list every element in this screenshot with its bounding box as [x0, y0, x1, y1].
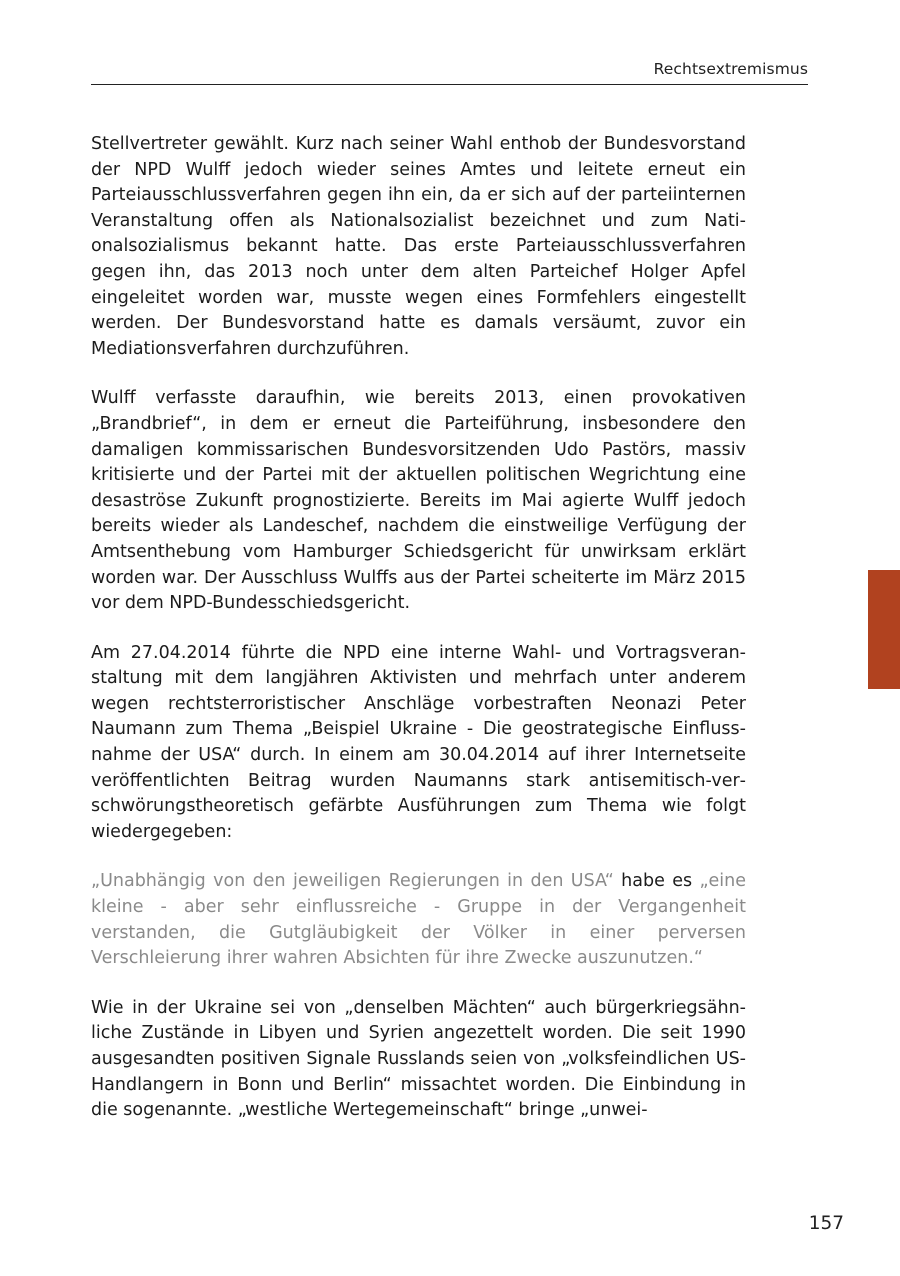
paragraph-1: Stellvertreter gewählt. Kurz nach seiner Wahl enthob der Bundesvorstand der NPD Wulff jedoch wieder seines Amtes und leitete erneut ein Parteiausschlussverfahren gegen ihn ein, da er sich auf der parteiinternen Veranstaltung offen als Nationalsozialist bezeichnet und zum Nationalsozialismus bekannt hatte. Das erste Parteiausschlussverfahren gegen ihn, das 2013 noch unter dem alten Parteichef Holger Apfel eingeleitet worden war, musste wegen eines Formfehlers eingestellt werden. Der Bundesvorstand hatte es damals versäumt, zuvor ein Mediationsverfahren durchzuführen. [91, 134, 746, 359]
paragraph-2: Wulff verfasste daraufhin, wie bereits 2013, einen provokativen „Brandbrief“, in dem er erneut die Parteiführung, insbesondere den damaligen kommissarischen Bundesvorsitzenden Udo Pastörs, massiv kritisierte und der Partei mit der aktuellen politischen Wegrichtung eine desaströse Zukunft prognostizierte. Bereits im Mai agierte Wulff jedoch bereits wieder als Landeschef, nachdem die einstweilige Verfügung der Amtsenthebung vom Hamburger Schiedsgericht für unwirksam erklärt worden war. Der Ausschluss Wulffs aus der Partei scheiterte im März 2015 vor dem NPD-Bundesschiedsgericht. [91, 388, 746, 614]
running-head-title: Rechtsextremismus [653, 60, 808, 78]
header-rule [91, 84, 808, 85]
quote-part-2: „eine kleine - aber sehr einflussreiche - Gruppe in der Vergangenheit verstanden, die Gutgläubigkeit der Völker in einer perversen Verschleierung ihrer wahren Absichten für ihre Zwecke auszunutzen.“ [91, 871, 746, 969]
block-quote [91, 869, 746, 971]
paragraph-4: Wie in der Ukraine sei von „denselben Mächten“ auch bürgerkriegsähnliche Zustände in Libyen und Syrien angezettelt worden. Die seit 1990 ausgesandten positiven Signale Russlands seien von „volksfeindlichen US-Handlangern in Bonn und Berlin“ missachtet worden. Die Einbindung in die sogenannte. „westliche Wertegemeinschaft“ bringe „unwei- [91, 997, 746, 1121]
paragraph-3: Am 27.04.2014 führte die NPD eine interne Wahl- und Vortragsveranstaltung mit dem langjähren Aktivisten und mehrfach unter anderem wegen rechtsterroristischer Anschläge vorbestraften Neonazi Peter Naumann zum Thema „Beispiel Ukraine - Die geostrategische Einflussnahme der USA“ durch. In einem am 30.04.2014 auf ihrer Internetseite veröffentlichten Beitrag wurden Naumanns stark antisemitisch-verschwörungstheoretisch gefärbte Ausführungen zum Thema wie folgt wiedergegeben: [91, 642, 746, 842]
quote-part-1: „Unabhängig von den jeweiligen Regierungen in den USA“ [91, 871, 614, 892]
quote-connector: habe es [613, 871, 700, 892]
main-text [91, 132, 746, 1148]
page-number: 157 [808, 1213, 844, 1234]
chapter-thumb-tab [868, 570, 900, 689]
